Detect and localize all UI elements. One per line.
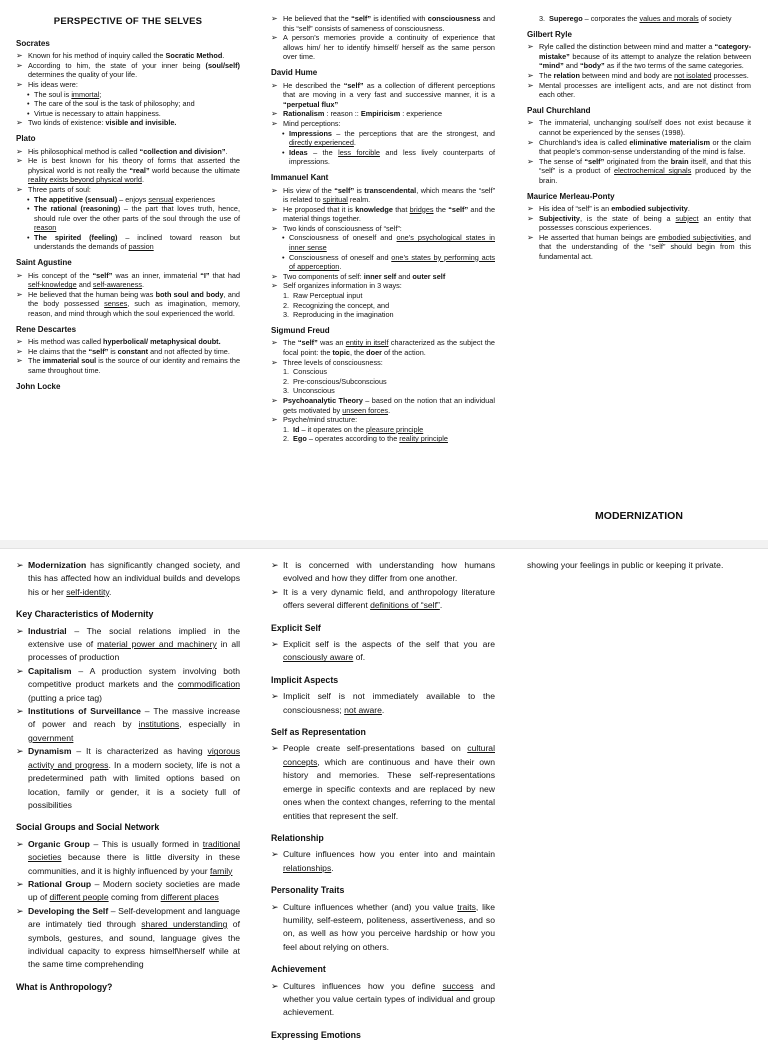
- column-content: [271, 14, 495, 444]
- arrow-bullet-icon: ➢: [271, 691, 279, 702]
- bullet-item: ➢ Rational Group – Modern society societies are made up of different people coming from different places: [16, 878, 240, 903]
- arrow-bullet-icon: ➢: [271, 980, 279, 991]
- item-number: 3.: [539, 14, 546, 23]
- page2-column-2: [271, 559, 495, 1045]
- section-heading: Achievement: [271, 964, 326, 975]
- arrow-bullet-icon: ➢: [527, 232, 534, 242]
- dot-bullet-icon: •: [282, 233, 285, 243]
- bullet-item: ➢ He described the “self” as a collection of different perceptions that are moving in a very fast and successive manner, it is a “perpetual flux”: [271, 80, 495, 109]
- arrow-bullet-icon: ➢: [16, 118, 23, 128]
- arrow-bullet-icon: ➢: [271, 849, 279, 860]
- numbered-item: 2. Pre-conscious/Subconscious: [283, 376, 387, 386]
- arrow-bullet-icon: ➢: [271, 586, 279, 597]
- bullet-item: ➢ He is best known for his theory of forms that asserted the physical world is not really the “real” world because the ultimate reality exists beyond physical world.: [16, 156, 240, 185]
- bullet-item: ➢ Developing the Self – Self-development and language are intimately tied through shared understanding of symbols, gestures, and sound, language gives the individual capacity to express himself\herself while at the same time comprehending: [16, 905, 240, 970]
- arrow-bullet-icon: ➢: [527, 213, 534, 223]
- arrow-bullet-icon: ➢: [16, 838, 24, 849]
- dot-bullet-icon: •: [27, 108, 30, 118]
- bullet-item: ➢ Ryle called the distinction between mind and matter a “category-mistake” because of its attempt to analyze the relation between “mind” and “body” as if the two terms of the same categories.: [527, 42, 751, 71]
- page-title: PERSPECTIVE OF THE SELVES: [53, 16, 203, 27]
- item-number: 3.: [283, 386, 290, 396]
- sub-bullet-item: • The appetitive (sensual) – enjoys sensual experiences: [27, 194, 215, 204]
- arrow-bullet-icon: ➢: [271, 204, 278, 214]
- sub-bullet-item: • Consciousness of oneself and one’s states by performing acts of apperception.: [282, 252, 495, 272]
- document-page-2: [0, 548, 768, 1040]
- bullet-item: ➢ Two components of self: inner self and outer self: [271, 271, 446, 281]
- arrow-bullet-icon: ➢: [16, 79, 23, 89]
- arrow-bullet-icon: ➢: [527, 70, 534, 80]
- bullet-item: ➢ Modernization has significantly changed society, and this has affected how an individual builds and develops his or her self-identity.: [16, 560, 240, 597]
- arrow-bullet-icon: ➢: [271, 223, 278, 233]
- dot-bullet-icon: •: [27, 204, 30, 214]
- sub-bullet-item: • The care of the soul is the task of philosophy; and: [27, 99, 195, 109]
- column-content: [271, 559, 495, 1042]
- numbered-item: 3. Reproducing in the imagination: [283, 310, 394, 320]
- arrow-bullet-icon: ➢: [16, 560, 24, 570]
- bullet-item: ➢ Two kinds of consciousness of “self”:: [271, 223, 402, 233]
- bullet-item: ➢ A person’s memories provide a continuity of experience that allows him/ her to identify himself/ herself as the same person over time.: [271, 33, 495, 62]
- arrow-bullet-icon: ➢: [16, 156, 23, 166]
- arrow-bullet-icon: ➢: [16, 625, 24, 636]
- arrow-bullet-icon: ➢: [527, 42, 534, 52]
- bullet-item: ➢ Culture influences whether (and) you value traits, like humility, self-esteem, politeness, assertiveness, and so on, as well as how you perceive hardship or how you feel about relying on others.: [271, 901, 495, 952]
- sub-bullet-item: • The rational (reasoning) – the part that loves truth, hence, should rule over the other parts of the soul through the use of reason: [27, 204, 240, 233]
- bullet-item: ➢ People create self-presentations based on cultural concepts, which are continuous and have their own history and memories. These self-representations emerge in specific contexts and are replaced by new ones when the context changes, referring to the mental entities that represent the self.: [271, 743, 495, 821]
- bullet-item: ➢ His concept of the “self” was an inner, immaterial “I” that had self-knowledge and self-awareness.: [16, 270, 241, 290]
- page2-column-1: [16, 559, 240, 997]
- section-heading: Rene Descartes: [16, 324, 77, 334]
- section-heading: Socrates: [16, 38, 50, 48]
- arrow-bullet-icon: ➢: [271, 901, 279, 912]
- bullet-item: ➢ Culture influences how you enter into and maintain relationships.: [271, 849, 495, 873]
- page1-column-1: [16, 14, 240, 394]
- bullet-item: ➢ Dynamism – It is characterized as having vigorous activity and progress. In a modern society, life is not a predetermined path with limited options based on location, family or gender, it is a society full of possibilities: [16, 746, 240, 810]
- arrow-bullet-icon: ➢: [271, 281, 278, 291]
- bullet-item: ➢ The immaterial, unchanging soul/self does not exist because it cannot be experienced by the senses (1998).: [527, 118, 751, 137]
- bullet-item: ➢ It is concerned with understanding how humans evolved and how they differ from one another.: [271, 560, 495, 584]
- dot-bullet-icon: •: [27, 194, 30, 204]
- page1-column-3: [527, 14, 751, 262]
- section-heading: Expressing Emotions: [271, 1029, 361, 1040]
- section-heading: Plato: [16, 133, 36, 143]
- arrow-bullet-icon: ➢: [271, 639, 279, 650]
- bullet-item: ➢ Subjectivity, is the state of being a subject an entity that possesses conscious experiences.: [527, 213, 751, 233]
- bullet-item: ➢ Explicit self is the aspects of the self that you are consciously aware of.: [271, 639, 495, 663]
- arrow-bullet-icon: ➢: [16, 184, 23, 194]
- arrow-bullet-icon: ➢: [16, 905, 24, 916]
- column-content: [527, 559, 751, 572]
- dot-bullet-icon: •: [27, 89, 30, 99]
- bullet-item: ➢ It is a very dynamic field, and anthropology literature offers several different definitions of “self”.: [271, 586, 495, 611]
- bullet-item: ➢ He believed that the human being was both soul and body, and the body possessed senses, such as imagination, memory, reason, and mind through which the soul experienced the world.: [16, 289, 240, 319]
- item-number: 2.: [283, 376, 290, 386]
- dot-bullet-icon: •: [27, 232, 30, 242]
- section-heading: Explicit Self: [271, 622, 321, 633]
- numbered-item: 3. Unconscious: [283, 386, 335, 396]
- item-number: 1.: [283, 367, 290, 377]
- section-heading: Personality Traits: [271, 885, 345, 896]
- arrow-bullet-icon: ➢: [16, 346, 23, 356]
- sub-bullet-item: • The spirited (feeling) – inclined toward reason but understands the demands of passion: [27, 232, 241, 252]
- bullet-item: ➢ He asserted that human beings are embodied subjectivities, and that the understanding of the “self” should begin from this fundamental act.: [527, 232, 751, 262]
- arrow-bullet-icon: ➢: [16, 51, 23, 61]
- sub-bullet-item: • Virtue is necessary to attain happiness.: [27, 108, 161, 118]
- arrow-bullet-icon: ➢: [271, 338, 278, 348]
- arrow-bullet-icon: ➢: [271, 271, 278, 281]
- item-number: 2.: [283, 434, 290, 444]
- arrow-bullet-icon: ➢: [16, 746, 24, 757]
- dot-bullet-icon: •: [282, 252, 285, 262]
- column-content: [16, 559, 240, 994]
- arrow-bullet-icon: ➢: [16, 665, 24, 676]
- arrow-bullet-icon: ➢: [527, 137, 534, 147]
- bullet-item: ➢ Institutions of Surveillance – The massive increase of power and reach by institutions, especially in government: [16, 706, 240, 743]
- bullet-item: ➢ He claims that the “self” is constant and not affected by time.: [16, 346, 230, 356]
- section-heading: Implicit Aspects: [271, 674, 339, 685]
- bullet-item: ➢ Two kinds of existence: visible and invisible.: [16, 118, 177, 128]
- bullet-item: ➢ The relation between mind and body are not isolated processes.: [527, 70, 749, 80]
- column-content: [527, 14, 751, 262]
- arrow-bullet-icon: ➢: [271, 14, 278, 23]
- section-heading: Maurice Merleau-Ponty: [527, 191, 615, 201]
- bullet-item: ➢ His view of the “self” is transcendental, which means the “self” is related to spiritual realm.: [271, 185, 495, 205]
- bullet-item: ➢ His ideas were:: [16, 79, 78, 89]
- arrow-bullet-icon: ➢: [16, 337, 23, 347]
- bullet-item: ➢ The “self” was an entity in itself characterized as the subject the focal point: the topic, the doer of the action.: [271, 338, 495, 357]
- arrow-bullet-icon: ➢: [527, 204, 534, 214]
- bullet-item: ➢ Self organizes information in 3 ways:: [271, 281, 402, 291]
- sub-bullet-item: • Consciousness of oneself and one’s psychological states in inner sense: [282, 233, 495, 253]
- bullet-item: ➢ Organic Group – This is usually formed in traditional societies because there is little diversity in these communities, and it is highly influenced by your family: [16, 838, 240, 876]
- sub-bullet-item: • Impressions – the perceptions that are the strongest, and directly experienced.: [282, 128, 495, 148]
- section-heading: Social Groups and Social Network: [16, 822, 160, 833]
- section-heading: John Locke: [16, 381, 61, 391]
- arrow-bullet-icon: ➢: [16, 270, 23, 280]
- bullet-item: ➢ Psyche/mind structure:: [271, 415, 358, 425]
- bullet-item: ➢ The sense of “self” originated from the brain itself, and that this “self” is a product of electrochemical signals produced by the brain.: [527, 156, 752, 185]
- section-title-modernization: MODERNIZATION: [595, 510, 683, 522]
- bullet-item: ➢ Known for his method of inquiry called the Socratic Method.: [16, 51, 225, 61]
- section-heading: Self as Representation: [271, 727, 366, 738]
- item-number: 2.: [283, 300, 290, 310]
- bullet-item: ➢ Mental processes are intelligent acts, and are not distinct from each other.: [527, 80, 751, 100]
- arrow-bullet-icon: ➢: [527, 156, 534, 166]
- bullet-item: ➢ Cultures influences how you define success and whether you value certain types of individual and group achievement.: [271, 980, 495, 1018]
- dot-bullet-icon: •: [282, 147, 285, 157]
- bullet-item: ➢ Capitalism – A production system involving both competitive product markets and the commodification (putting a price tag): [16, 665, 240, 703]
- numbered-item: 2. Ego – operates according to the reality principle: [283, 434, 448, 444]
- arrow-bullet-icon: ➢: [16, 289, 23, 299]
- sub-bullet-item: • The soul is immortal;: [27, 89, 102, 99]
- item-number: 1.: [283, 291, 290, 301]
- section-heading: Saint Agustine: [16, 258, 72, 268]
- arrow-bullet-icon: ➢: [271, 357, 278, 367]
- numbered-item: 1. Raw Perceptual input: [283, 291, 363, 301]
- section-heading: Paul Churchland: [527, 105, 591, 115]
- page1-column-2: [271, 14, 495, 444]
- bullet-item: ➢ He believed that the “self” is identified with consciousness and this “self” consists of sameness of consciousness.: [271, 14, 495, 33]
- page-separator: [0, 540, 768, 548]
- section-heading: David Hume: [271, 67, 318, 77]
- page2-column-3: [527, 559, 751, 572]
- section-heading: Relationship: [271, 832, 324, 843]
- bullet-item: ➢ Industrial – The social relations implied in the extensive use of material power and machinery in all processes of production: [16, 625, 240, 663]
- bullet-item: ➢ Churchland’s idea is called eliminative materialism or the claim that people’s common-sense understanding of the mind is false.: [527, 137, 752, 157]
- column-content: [16, 39, 240, 392]
- item-number: 3.: [283, 310, 290, 320]
- numbered-item: 3. Superego – corporates the values and morals of society: [539, 14, 732, 23]
- item-number: 1.: [283, 424, 290, 434]
- arrow-bullet-icon: ➢: [16, 60, 23, 70]
- bullet-item: ➢ His idea of “self” is an embodied subjectivity.: [527, 204, 690, 214]
- bullet-item: ➢ Mind perceptions:: [271, 118, 341, 128]
- arrow-bullet-icon: ➢: [271, 118, 278, 128]
- section-heading: Gilbert Ryle: [527, 29, 572, 39]
- arrow-bullet-icon: ➢: [527, 80, 534, 90]
- numbered-item: 1. Conscious: [283, 367, 328, 377]
- section-heading: Key Characteristics of Modernity: [16, 609, 154, 620]
- arrow-bullet-icon: ➢: [16, 146, 23, 156]
- arrow-bullet-icon: ➢: [271, 415, 278, 425]
- bullet-item: ➢ His method was called hyperbolical/ metaphysical doubt.: [16, 337, 221, 347]
- section-heading: Immanuel Kant: [271, 172, 329, 182]
- bullet-item: ➢ The immaterial soul is the source of our identity and remains the same throughout time.: [16, 356, 241, 375]
- sub-bullet-item: • Ideas – the less forcible and less lively counterparts of impressions.: [282, 147, 495, 167]
- arrow-bullet-icon: ➢: [527, 118, 534, 128]
- bullet-item: ➢ Rationalism : reason :: Empiricism : experience: [271, 109, 442, 119]
- numbered-item: 2. Recognizing the concept, and: [283, 300, 390, 310]
- arrow-bullet-icon: ➢: [271, 743, 279, 754]
- arrow-bullet-icon: ➢: [271, 395, 278, 405]
- arrow-bullet-icon: ➢: [271, 185, 278, 195]
- bullet-item: ➢ Three levels of consciousness:: [271, 357, 383, 367]
- numbered-item: 1. Id – it operates on the pleasure principle: [283, 424, 424, 434]
- bullet-item: ➢ Psychoanalytic Theory – based on the notion that an individual gets motivated by unseen forces.: [271, 395, 495, 415]
- section-heading: Sigmund Freud: [271, 325, 330, 335]
- bullet-item: ➢ He proposed that it is knowledge that bridges the “self” and the material things together.: [271, 204, 495, 224]
- arrow-bullet-icon: ➢: [271, 109, 278, 119]
- arrow-bullet-icon: ➢: [271, 560, 279, 570]
- arrow-bullet-icon: ➢: [271, 80, 278, 90]
- bullet-item: ➢ Three parts of soul:: [16, 184, 91, 194]
- dot-bullet-icon: •: [27, 99, 30, 109]
- section-heading: What is Anthropology?: [16, 981, 113, 992]
- arrow-bullet-icon: ➢: [16, 878, 24, 889]
- bullet-item: ➢ Implicit self is not immediately available to the consciousness; not aware.: [271, 691, 495, 715]
- arrow-bullet-icon: ➢: [271, 33, 278, 43]
- bullet-item: ➢ His philosophical method is called “collection and division”.: [16, 146, 228, 156]
- arrow-bullet-icon: ➢: [16, 356, 23, 366]
- paragraph: showing your feelings in public or keeping it private.: [527, 560, 724, 570]
- dot-bullet-icon: •: [282, 128, 285, 138]
- arrow-bullet-icon: ➢: [16, 706, 24, 717]
- bullet-item: ➢ According to him, the state of your inner being (soul/self) determines the quality of your life.: [16, 60, 240, 80]
